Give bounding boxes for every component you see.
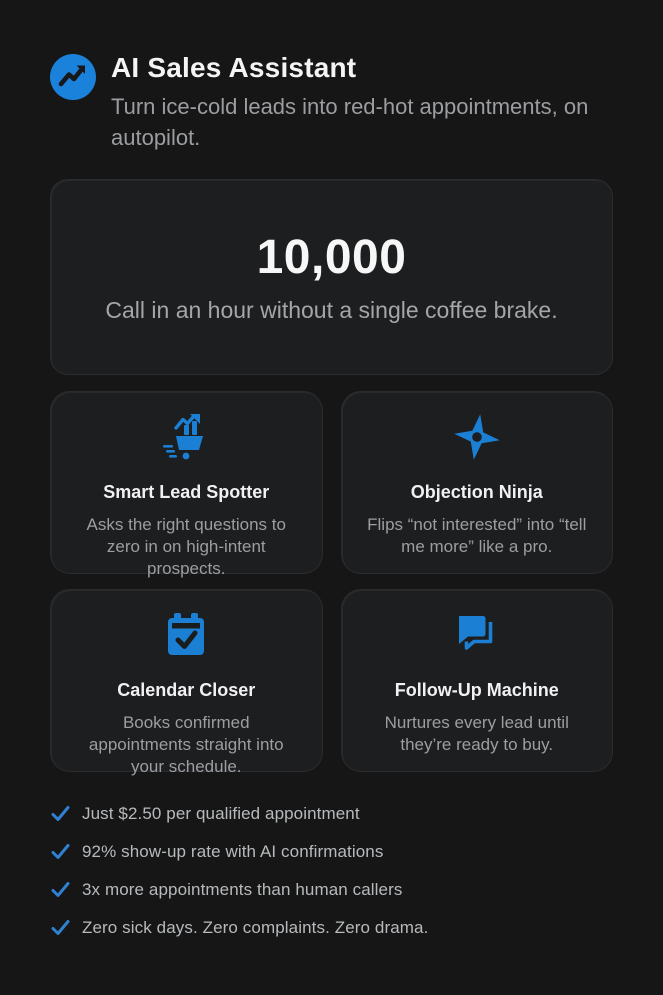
feature-title: Objection Ninja xyxy=(410,482,543,503)
check-icon xyxy=(50,803,71,824)
check-icon xyxy=(50,917,71,938)
list-item xyxy=(50,841,613,862)
feature-card-smart-lead-spotter xyxy=(50,391,323,579)
list-item xyxy=(50,879,613,900)
benefits-checklist xyxy=(50,803,613,938)
calendar-check-icon xyxy=(161,610,211,660)
page-subtitle: Turn ice-cold leads into red-hot appointments, on autopilot. xyxy=(111,94,589,150)
feature-card-follow-up-machine xyxy=(341,589,614,772)
trending-up-icon xyxy=(50,54,96,100)
check-item-label: 92% show-up rate with AI confirmations xyxy=(82,841,384,861)
feature-description: Flips “not interested” into “tell me more” like a pro. xyxy=(367,515,587,557)
cart-growth-icon xyxy=(161,412,211,462)
feature-title: Follow-Up Machine xyxy=(394,680,559,701)
list-item xyxy=(50,917,613,938)
check-item-label: 3x more appointments than human callers xyxy=(82,879,403,899)
chat-bubbles-icon xyxy=(452,610,502,660)
check-icon xyxy=(50,841,71,862)
feature-grid xyxy=(50,391,613,777)
check-item-label: Zero sick days. Zero complaints. Zero drama. xyxy=(82,917,429,937)
shuriken-icon xyxy=(452,412,502,462)
feature-card-objection-ninja xyxy=(341,391,614,574)
feature-title: Smart Lead Spotter xyxy=(103,482,270,503)
list-item xyxy=(50,803,613,824)
feature-card-calendar-closer xyxy=(50,589,323,777)
feature-description: Nurtures every lead until they’re ready to buy. xyxy=(384,713,569,755)
stat-value: 10,000 xyxy=(256,231,407,285)
feature-description: Books confirmed appointments straight into your schedule. xyxy=(88,713,284,777)
stat-card xyxy=(50,179,613,375)
check-item-label: Just $2.50 per qualified appointment xyxy=(82,803,360,823)
header xyxy=(50,50,613,153)
stat-caption: Call in an hour without a single coffee brake. xyxy=(105,297,558,324)
check-icon xyxy=(50,879,71,900)
feature-description: Asks the right questions to zero in on high-intent prospects. xyxy=(86,515,286,579)
page-title: AI Sales Assistant xyxy=(111,52,357,83)
header-text xyxy=(111,50,611,153)
feature-title: Calendar Closer xyxy=(117,680,256,701)
